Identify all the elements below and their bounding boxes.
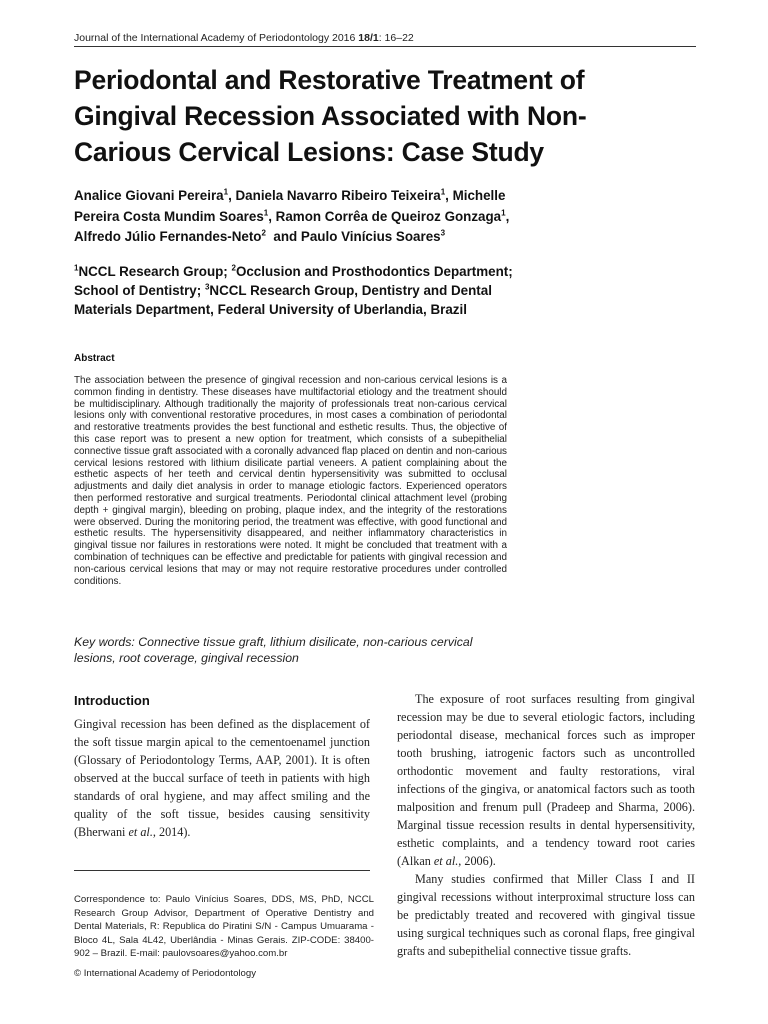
body-text: , 2006). xyxy=(458,854,496,868)
affiliation-block xyxy=(74,262,514,319)
affiliation-number: 3 xyxy=(204,282,210,292)
body-paragraph xyxy=(397,690,695,870)
author-name: Ramon Corrêa de Queiroz Gonzaga xyxy=(275,208,502,224)
author-name: Alfredo Júlio Fernandes-Neto xyxy=(74,229,262,244)
affiliation-number: 1 xyxy=(74,263,79,273)
affiliation-number: 2 xyxy=(231,263,236,273)
author-affiliation-mark: 3 xyxy=(440,228,446,238)
correspondence-note: Correspondence to: Paulo Vinícius Soares, DDS, MS, PhD, NCCL Research Group Advisor, Department of Operative Dentistry and Dental Materials, R: Republica do Piratini S/N - Campus Umuarama - Bloco 4L, Sala 4L42, Uberlândia - Minas Gerais. ZIP-CODE: 38400-902 – Brazil. E-mail: paulovsoares@yahoo.com.br xyxy=(74,894,374,960)
author-affiliation-mark: 1 xyxy=(223,187,229,197)
author-list: Analice Giovani Pereira$^1$, Daniela Navarro Ribeiro Teixeira$^1$, Michelle Pereira Costa Mundim Soares$^1$, Ramon Corrêa de Queiroz Gonzaga$^1$, Alfredo Júlio Fernandes-Neto$^2$ and Paulo Vinícius Soares$^3$ xyxy=(74,187,510,244)
intro-text: Gingival recession has been defined as the displacement of the soft tissue margin apical to the cementoenamel junction (Glossary of Periodontology Terms, AAP, 2001). It is often observed at the buccal surface of teeth in patients with high standards of oral hygiene, and may affect smiling and the quality of the soft tissue, besides causing sensitivity (Bherwani xyxy=(74,717,370,839)
body-text: The exposure of root surfaces resulting from gingival recession may be due to several etiologic factors, including periodontal disease, mechanical forces such as improper tooth brushing, iatrogenic factors such as uncontrolled orthodontic movement and faulty restorations, viral infections of the gingiva, or anatomical factors such as tooth malposition and frenum pull (Pradeep and Sharma, 2006). Marginal tissue recession results in dental hypersensitivity, esthetic complaints, and a tendency toward root caries (Alkan xyxy=(397,692,695,868)
author-affiliation-mark: 1 xyxy=(440,187,446,197)
affiliation-text: NCCL Research Group, Dentistry and Dental Materials Department, Federal University of Uberlandia, Brazil xyxy=(74,283,492,317)
volume-issue: 18/1 xyxy=(358,32,379,44)
article-title: Periodontal and Restorative Treatment of Gingival Recession Associated with Non-Carious Cervical Lesions: Case Study xyxy=(74,65,587,167)
abstract-heading: Abstract xyxy=(74,353,115,364)
intro-text: , 2014). xyxy=(152,825,191,839)
author-affiliation-mark: 1 xyxy=(263,208,269,218)
author-affiliation-mark: 2 xyxy=(261,228,266,238)
author-name: Analice Giovani Pereira xyxy=(74,188,224,203)
author-affiliation-mark: 1 xyxy=(501,208,506,218)
introduction-heading: Introduction xyxy=(74,693,150,708)
affiliation-text: NCCL Research Group; xyxy=(78,264,232,279)
intro-text-italic: et al. xyxy=(128,825,153,839)
right-column xyxy=(397,690,695,960)
copyright-notice: © International Academy of Periodontology xyxy=(74,968,256,979)
running-head xyxy=(74,32,414,44)
journal-name: Journal of the International Academy of Periodontology 2016 xyxy=(74,32,356,44)
footnote-rule xyxy=(74,870,370,871)
author-name: Michelle Pereira Costa Mundim Soares xyxy=(74,188,506,224)
body-paragraph: Many studies confirmed that Miller Class I and II gingival recessions without interproximal structure loss can be predictably treated and recovered with gingival tissue using surgical techniques such as coronal flaps, free gingival grafts and subepithelial connective tissue grafts. xyxy=(397,872,695,958)
affiliation-text: Occlusion and Prosthodontics Department; School of Dentistry; xyxy=(74,264,513,298)
page-range: : 16–22 xyxy=(378,32,414,44)
header-rule xyxy=(74,46,696,47)
author-name: Daniela Navarro Ribeiro Teixeira xyxy=(235,188,441,203)
keywords: Key words: Connective tissue graft, lithium disilicate, non-carious cervical lesions, root coverage, gingival recession xyxy=(74,635,473,665)
author-name: Paulo Vinícius Soares xyxy=(300,229,441,244)
introduction-paragraph xyxy=(74,715,370,841)
body-text-italic: et al. xyxy=(433,854,459,868)
abstract-body: The association between the presence of gingival recession and non-carious cervical lesions is a common finding in dentistry. These diseases have multifactorial etiology and the treatment should be multidisciplinary. Although traditionally the majority of professionals treat non-carious cervical lesions only with conventional restorative procedures, in most cases a combination of periodontal and restorative treatments provides the best functional and esthetic results. Thus, the objective of this case report was to present a new option for treatment, which consists of a subepithelial connective tissue graft associated with a coronally advanced flap placed on dentin and non-carious cervical lesions restored with lithium disilicate partial veneers. A patient complaining about the esthetic aspects of her teeth and cervical dentin hypersensitivity was submitted to occlusal adjustments and daily diet analysis in order to manage etiologic factors. Experienced operators then performed restorative and surgical treatments. Periodontal clinical attachment level (probing depth + gingival margin), bleeding on probing, plaque index, and the integrity of the restorations were observed. During the monitoring period, the treatment was effective, with good functional and esthetic results. The hypersensitivity disappeared, and neither inflammatory characteristics in gingival tissue nor failures in restorations were noted. It might be concluded that treatment with a combination of techniques can be effective and predictable for patients with gingival recession and non-carious cervical lesions that may or may not require restorative procedures under controlled conditions. xyxy=(74,375,507,587)
